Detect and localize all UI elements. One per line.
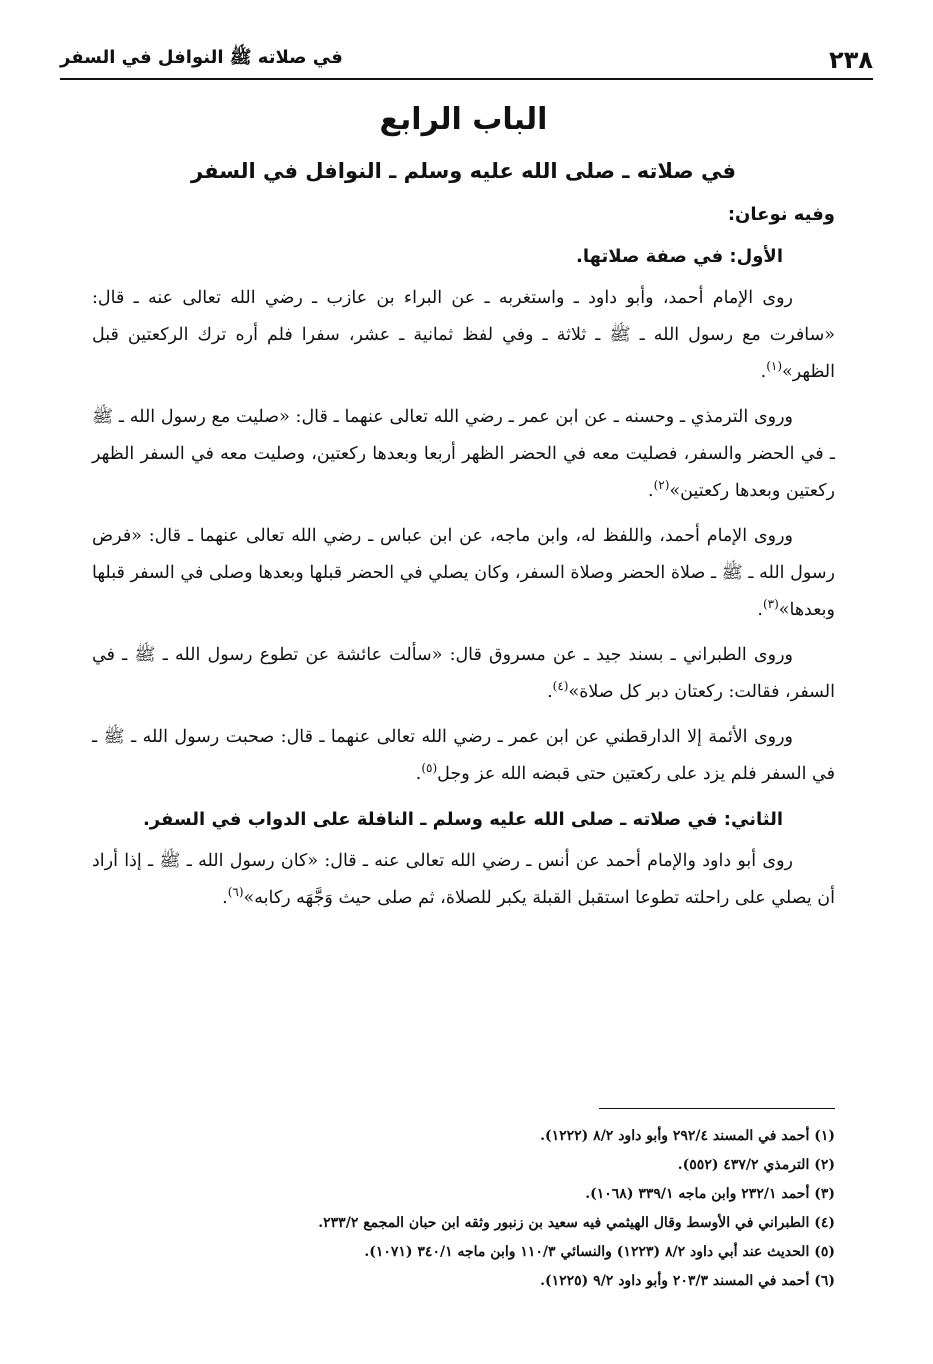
paragraph: وروى الأئمة إلا الدارقطني عن ابن عمر ـ رضي الله تعالى عنهما ـ قال: صحبت رسول الله ـ ﷺ ـ في السفر فلم يزد على ركعتين حتى قبضه الله عز وجل$^{(٥)}$. bbox=[92, 727, 835, 784]
intro-line: وفيه نوعان: bbox=[727, 204, 835, 225]
section-heading-first: الأول: في صفة صلاتها. bbox=[576, 246, 783, 267]
footnote-ref: (٦) bbox=[227, 885, 244, 900]
paragraph-text: وروى الطبراني ـ بسند جيد ـ عن مسروق قال: «سألت عائشة عن تطوع رسول الله ـ ﷺ ـ في السفر، فقالت: ركعتان دبر كل صلاة» bbox=[92, 645, 835, 702]
footnote-ref: (٤) bbox=[552, 679, 569, 694]
footnote: (٤) الطبراني في الأوسط وقال الهيثمي فيه سعيد بن زنبور وثقه ابن حبان المجمع ٢٣٣/٢. bbox=[318, 1215, 835, 1231]
page-header bbox=[60, 40, 873, 80]
footnote-ref: (٥) bbox=[421, 761, 438, 776]
paragraph-text: روى أبو داود والإمام أحمد عن أنس ـ رضي الله تعالى عنه ـ قال: «كان رسول الله ـ ﷺ ـ إذا أراد أن يصلي على راحلته تطوعا استقبل القبلة يكبر للصلاة، ثم صلى حيث وَجَّهَه ركابه» bbox=[92, 851, 835, 908]
page-body bbox=[92, 98, 835, 925]
running-title: في صلاته ﷺ النوافل في السفر bbox=[60, 47, 343, 68]
paragraph-text: وروى الإمام أحمد، واللفظ له، وابن ماجه، عن ابن عباس ـ رضي الله تعالى عنهما ـ قال: «فرض رسول الله ـ ﷺ ـ صلاة الحضر وصلاة السفر، وكان يصلي في الحضر قبلها وبعدها وصلى في السفر قبلها وبعدها» bbox=[92, 526, 835, 620]
page-number: ٢٣٨ bbox=[829, 46, 873, 74]
paragraph-text: روى الإمام أحمد، وأبو داود ـ واستغربه ـ عن البراء بن عازب ـ رضي الله تعالى عنه ـ قال: «سافرت مع رسول الله ـ ﷺ ـ ثلاثة ـ وفي لفظ ثمانية ـ عشر، سفرا فلم أره ترك الركعتين قبل الظهر» bbox=[92, 288, 835, 382]
paragraph: روى أبو داود والإمام أحمد عن أنس ـ رضي الله تعالى عنه ـ قال: «كان رسول الله ـ ﷺ ـ إذا أراد أن يصلي على راحلته تطوعا استقبل القبلة يكبر للصلاة، ثم صلى حيث وَجَّهَه ركابه»$^{(٦)}$. bbox=[92, 851, 835, 908]
paragraph-text: وروى الترمذي ـ وحسنه ـ عن ابن عمر ـ رضي الله تعالى عنهما ـ قال: «صليت مع رسول الله ـ ﷺ ـ في الحضر والسفر، فصليت معه في الحضر الظهر أربعا وبعدها ركعتين، وصليت معه في السفر الظهر ركعتين وبعدها ركعتين» bbox=[92, 407, 835, 501]
footnote-divider bbox=[599, 1108, 835, 1109]
paragraph: وروى الإمام أحمد، واللفظ له، وابن ماجه، عن ابن عباس ـ رضي الله تعالى عنهما ـ قال: «فرض رسول الله ـ ﷺ ـ صلاة الحضر وصلاة السفر، وكان يصلي في الحضر قبلها وبعدها وصلى في السفر قبلها وبعدها»$^{(٣)}$. bbox=[92, 526, 835, 620]
footnote-ref: (٣) bbox=[762, 597, 779, 612]
footnote: (١) أحمد في المسند ٢٩٢/٤ وأبو داود ٨/٢ (١٢٢٢). bbox=[540, 1128, 835, 1144]
paragraph: وروى الترمذي ـ وحسنه ـ عن ابن عمر ـ رضي الله تعالى عنهما ـ قال: «صليت مع رسول الله ـ ﷺ ـ في الحضر والسفر، فصليت معه في الحضر الظهر أربعا وبعدها ركعتين، وصليت معه في السفر الظهر ركعتين وبعدها ركعتين»$^{(٢)}$. bbox=[92, 407, 835, 501]
footnote: (٢) الترمذي ٤٣٧/٢ (٥٥٢). bbox=[677, 1157, 835, 1173]
chapter-subtitle: في صلاته ـ صلى الله عليه وسلم ـ النوافل في السفر bbox=[191, 159, 736, 183]
chapter-title: الباب الرابع bbox=[379, 102, 548, 137]
paragraph: روى الإمام أحمد، وأبو داود ـ واستغربه ـ عن البراء بن عازب ـ رضي الله تعالى عنه ـ قال: «سافرت مع رسول الله ـ ﷺ ـ ثلاثة ـ وفي لفظ ثمانية ـ عشر، سفرا فلم أره ترك الركعتين قبل الظهر»$^{(١)}$. bbox=[92, 288, 835, 382]
paragraph: وروى الطبراني ـ بسند جيد ـ عن مسروق قال: «سألت عائشة عن تطوع رسول الله ـ ﷺ ـ في السفر، فقالت: ركعتان دبر كل صلاة»$^{(٤)}$. bbox=[92, 645, 835, 702]
footnote-ref: (٢) bbox=[653, 478, 670, 493]
paragraph-text: وروى الأئمة إلا الدارقطني عن ابن عمر ـ رضي الله تعالى عنهما ـ قال: صحبت رسول الله ـ ﷺ ـ في السفر فلم يزد على ركعتين حتى قبضه الله عز وجل bbox=[92, 727, 835, 784]
footnotes bbox=[92, 1122, 835, 1296]
section-heading-second: الثاني: في صلاته ـ صلى الله عليه وسلم ـ النافلة على الدواب في السفر. bbox=[142, 809, 783, 830]
footnote-ref: (١) bbox=[766, 359, 783, 374]
footnote: (٥) الحديث عند أبي داود ٨/٢ (١٢٢٣) والنسائي ١١٠/٣ وابن ماجه ٣٤٠/١ (١٠٧١). bbox=[364, 1244, 835, 1260]
footnote: (٦) أحمد في المسند ٢٠٣/٣ وأبو داود ٩/٢ (١٢٢٥). bbox=[540, 1273, 835, 1289]
footnote: (٣) أحمد ٢٣٢/١ وابن ماجه ٣٣٩/١ (١٠٦٨). bbox=[585, 1186, 835, 1202]
